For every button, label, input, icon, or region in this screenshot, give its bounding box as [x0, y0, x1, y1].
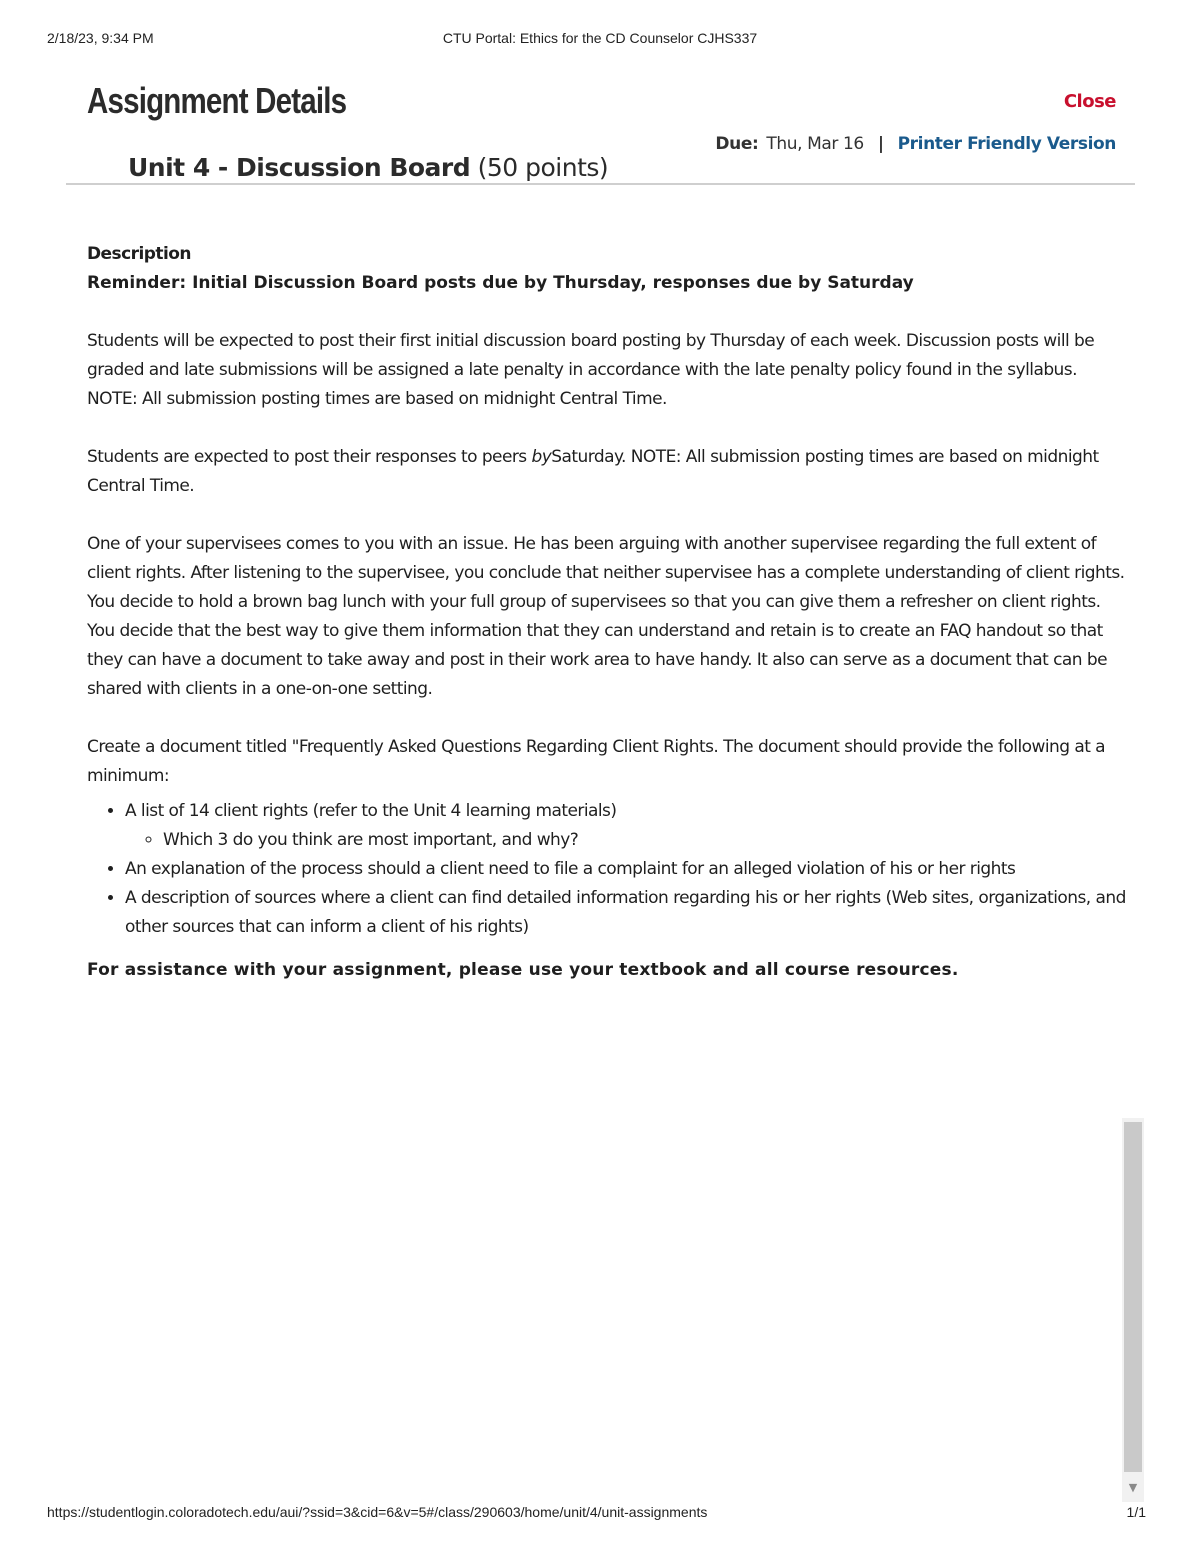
paragraph-initial-posts: Students will be expected to post their first initial discussion board posting by Thursday of each week. Discussion posts will be graded and late submissions will be assigned a late penalty in accordance with the late penalty policy found in the syllabus. NOTE: All submission posting times are based on midnight Central Time.	[87, 331, 1095, 409]
sub-list	[125, 826, 1127, 855]
print-datetime: 2/18/23, 9:34 PM	[47, 30, 154, 46]
triangle-down-icon[interactable]: ▼	[1128, 1481, 1138, 1494]
list-item	[125, 797, 1127, 855]
scrollbar-thumb[interactable]	[1124, 1122, 1142, 1472]
assignment-title	[128, 153, 608, 182]
page-title: Assignment Details	[87, 80, 347, 121]
due-row	[715, 134, 1116, 154]
paragraph-faq-handout: You decide that the best way to give them information that they can understand and retain is to create an FAQ handout so that they can have a document to take away and post in their work area to have handy. It also can serve as a document that can be shared with clients in a one-on-one setting.	[87, 621, 1107, 699]
assistance-note: For assistance with your assignment, please use your textbook and all course resources.	[87, 960, 959, 980]
description-heading: Description	[87, 244, 191, 264]
reminder-text: Reminder: Initial Discussion Board posts due by Thursday, responses due by Saturday	[87, 273, 914, 293]
assignment-description	[87, 240, 1127, 985]
assignment-points: (50 points)	[477, 153, 609, 182]
print-header	[0, 30, 1200, 50]
print-page-title: CTU Portal: Ethics for the CD Counselor CJHS337	[442, 30, 758, 46]
requirements-list	[87, 797, 1127, 942]
paragraph-responses-part2: Saturday. NOTE: All submission posting times are based on midnight Central Time.	[87, 447, 1099, 496]
paragraph-responses-emphasis: by	[531, 447, 552, 467]
paragraph-scenario: One of your supervisees comes to you with an issue. He has been arguing with another supervisee regarding the full extent of client rights. After listening to the supervisee, you conclude that neither supervisee has a complete understanding of client rights. You decide to hold a brown bag lunch with your full group of supervisees so that you can give them a refresher on client rights.	[87, 534, 1125, 612]
due-label: Due:	[715, 134, 759, 154]
scrollbar[interactable]	[1122, 1118, 1144, 1502]
separator: |	[877, 134, 884, 154]
print-page-number: 1/1	[1126, 1504, 1146, 1520]
printer-friendly-link[interactable]: Printer Friendly Version	[897, 134, 1116, 154]
paragraph-instructions: Create a document titled "Frequently Asked Questions Regarding Client Rights. The document should provide the following at a minimum:	[87, 737, 1106, 786]
paragraph-responses	[87, 443, 1127, 501]
assignment-name: Unit 4 - Discussion Board	[128, 153, 471, 182]
close-link[interactable]: Close	[1063, 91, 1116, 112]
sub-list-item: ◦ Which 3 do you think are most important, and why?	[163, 826, 1127, 855]
list-item: • An explanation of the process should a client need to file a complaint for an alleged violation of his or her rights	[125, 855, 1127, 884]
list-item: • A description of sources where a client can find detailed information regarding his or her rights (Web sites, organizations, and other sources that can inform a client of his rights)	[125, 884, 1127, 942]
print-footer	[0, 1504, 1200, 1524]
print-url: https://studentlogin.coloradotech.edu/aui/?ssid=3&cid=6&v=5#/class/290603/home/unit/4/unit-assignments	[47, 1504, 708, 1520]
due-date: Thu, Mar 16	[766, 134, 864, 154]
header-divider	[66, 183, 1135, 185]
paragraph-responses-part1: Students are expected to post their responses to peers	[87, 447, 532, 467]
list-item-text: A list of 14 client rights (refer to the Unit 4 learning materials)	[125, 801, 617, 821]
